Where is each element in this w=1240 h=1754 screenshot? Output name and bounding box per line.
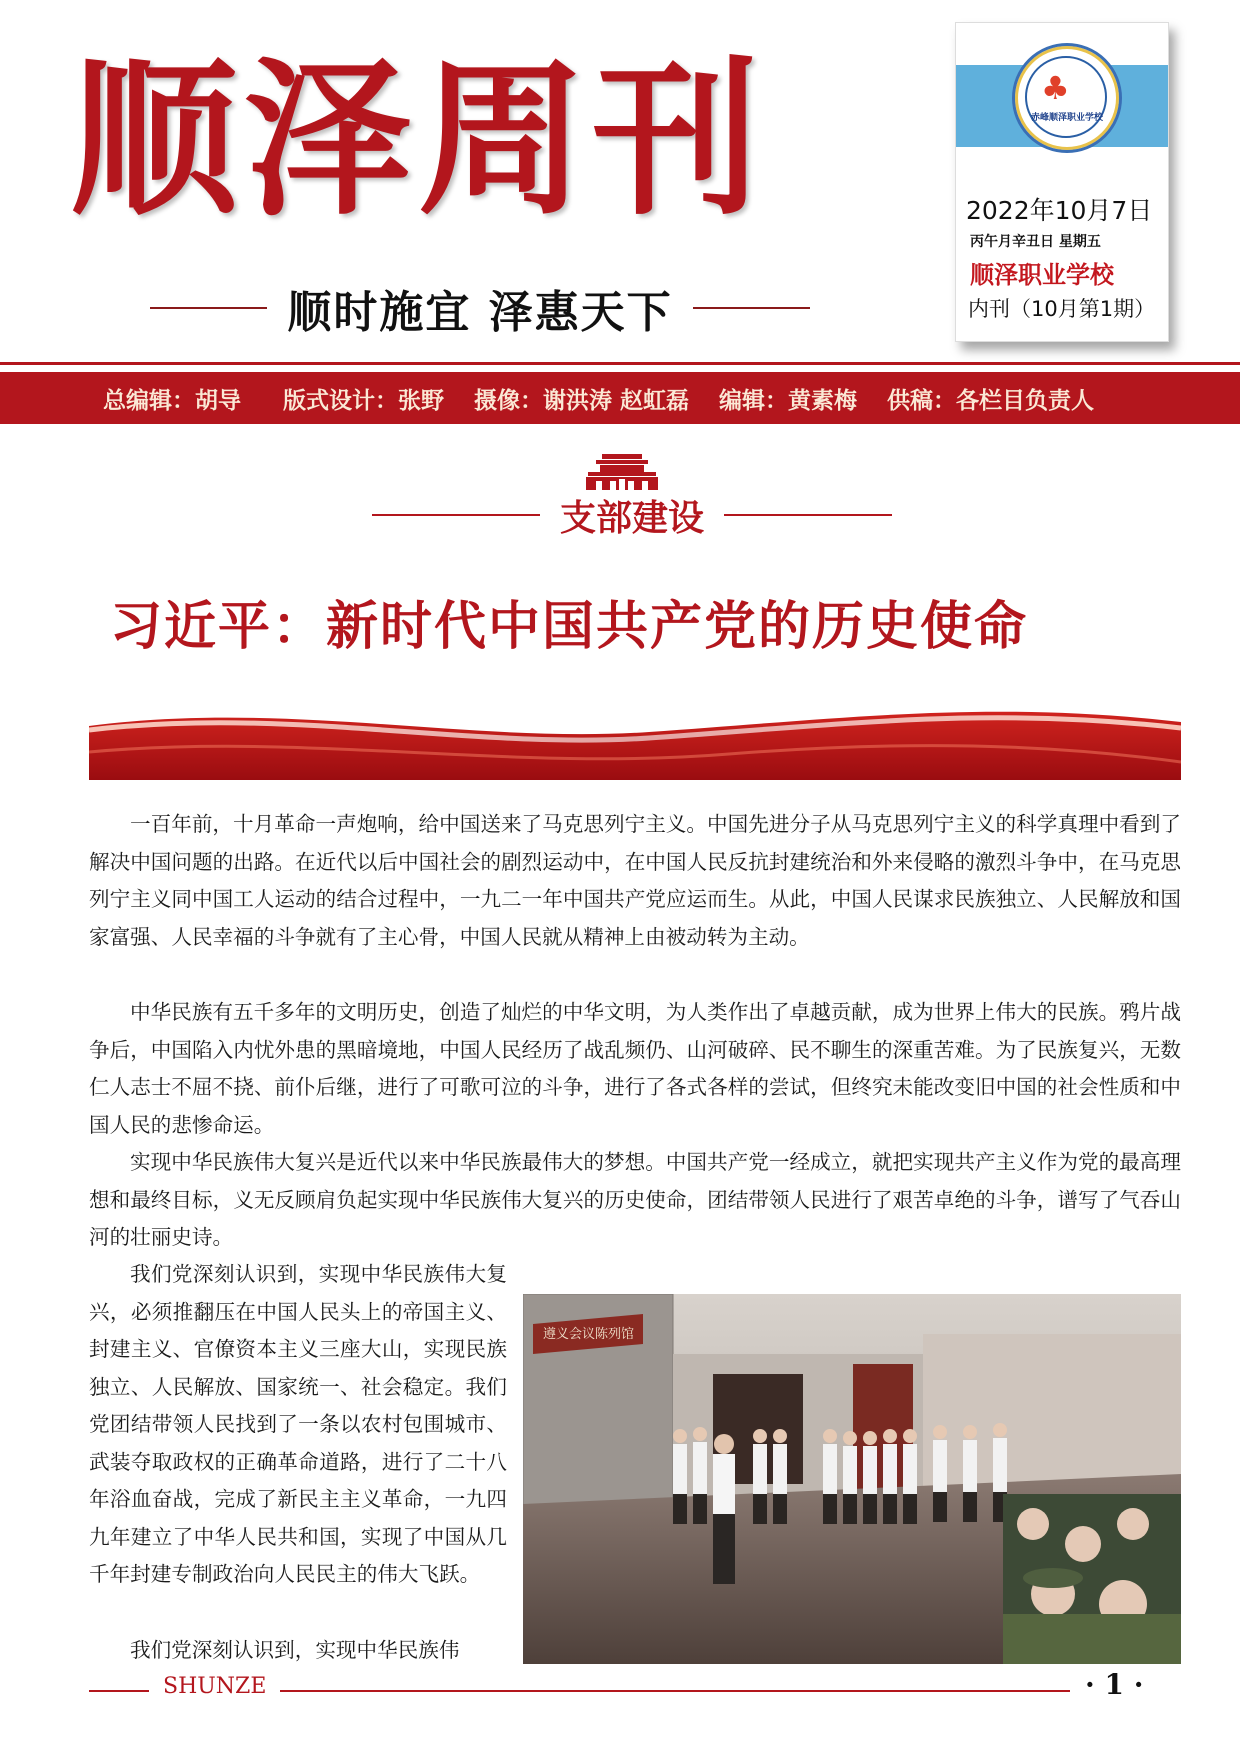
- masthead-divider: [0, 362, 1240, 365]
- article-paragraph: 一百年前，十月革命一声炮响，给中国送来了马克思列宁主义。中国先进分子从马克思列宁主义的科学真理中看到了解决中国问题的出路。在近代以后中国社会的剧烈运动中，在中国人民反抗封建统治和外来侵略的激烈斗争中，在马克思列宁主义同中国工人运动的结合过程中，一九二一年中国共产党应运而生。从此，中国人民谋求民族独立、人民解放和国家富强、人民幸福的斗争就有了主心骨，中国人民就从精神上由被动转为主动。: [89, 812, 1181, 949]
- section-divider-right: [724, 514, 892, 516]
- footer-rule-left: [89, 1690, 149, 1692]
- credit-editor: 编辑：黄素梅: [719, 386, 858, 414]
- school-logo: [1012, 43, 1122, 153]
- slogan-divider-right: [693, 307, 810, 309]
- slogan-divider-left: [150, 307, 267, 309]
- slogan-row: [150, 278, 810, 338]
- footer-rule-right: [280, 1690, 1070, 1692]
- credit-layout-design: 版式设计：张野: [283, 386, 444, 414]
- credit-photography: 摄像：谢洪涛 赵虹磊: [474, 386, 690, 414]
- masthead-slogan: 顺时施宜 泽惠天下: [287, 287, 673, 338]
- article-paragraph: 实现中华民族伟大复兴是近代以来中华民族最伟大的梦想。中国共产党一经成立，就把实现共产主义作为党的最高理想和最终目标，义无反顾肩负起实现中华民族伟大复兴的历史使命，团结带领人民进行了艰苦卓绝的斗争，谱写了气吞山河的壮丽史诗。: [89, 1150, 1181, 1249]
- red-ribbon-banner: [89, 692, 1181, 780]
- photo-exhibit-sign: 遵义会议陈列馆: [543, 1327, 635, 1342]
- article-paragraph: 中华民族有五千多年的文明历史，创造了灿烂的中华文明，为人类作出了卓越贡献，成为世界上伟大的民族。鸦片战争后，中国陷入内忧外患的黑暗境地，中国人民经历了战乱频仍、山河破碎、民不聊生的深重苦难。为了民族复兴，无数仁人志士不屈不挠、前仆后继，进行了可歌可泣的斗争，进行了各式各样的尝试，但终究未能改变旧中国的社会性质和中国人民的悲惨命运。: [89, 1000, 1181, 1137]
- masthead-title: 顺泽周刊: [70, 40, 766, 238]
- article-headline: 习近平：新时代中国共产党的历史使命: [110, 596, 1029, 657]
- credit-chief-editor: 总编辑：胡导: [103, 386, 241, 414]
- credit-contributors: 供稿：各栏目负责人: [887, 386, 1095, 414]
- logo-text: 赤峰顺泽职业学校: [1030, 113, 1103, 123]
- logo-people-icon: ♣: [1041, 69, 1070, 107]
- exhibition-photo: [523, 1294, 1181, 1664]
- tiananmen-icon: [584, 452, 660, 492]
- credits-bar: [0, 372, 1240, 424]
- section-divider-left: [372, 514, 540, 516]
- issue-number: 内刊（10月第1期）: [968, 297, 1156, 321]
- school-name: 顺泽职业学校: [970, 261, 1114, 289]
- footer-label: SHUNZE: [163, 1674, 267, 1699]
- lunar-date: 丙午月辛丑日 星期五: [970, 234, 1101, 250]
- issue-info-box: [955, 22, 1169, 342]
- section-header: [372, 488, 892, 542]
- article-paragraph: 我们党深刻认识到，实现中华民族伟大复兴，必须推翻压在中国人民头上的帝国主义、封建主义、官僚资本主义三座大山，实现民族独立、人民解放、国家统一、社会稳定。我们党团结带领人民找到了一条以农村包围城市、武装夺取政权的正确革命道路，进行了二十八年浴血奋战，完成了新民主主义革命，一九四九年建立了中华人民共和国，实现了中国从几千年封建专制政治向人民民主的伟大飞跃。: [89, 1262, 507, 1586]
- page-number: · 1 ·: [1085, 1668, 1144, 1701]
- section-title: 支部建设: [560, 497, 705, 539]
- article-paragraph: 我们党深刻认识到，实现中华民族伟: [130, 1638, 460, 1662]
- issue-date: 2022年10月7日: [966, 196, 1153, 225]
